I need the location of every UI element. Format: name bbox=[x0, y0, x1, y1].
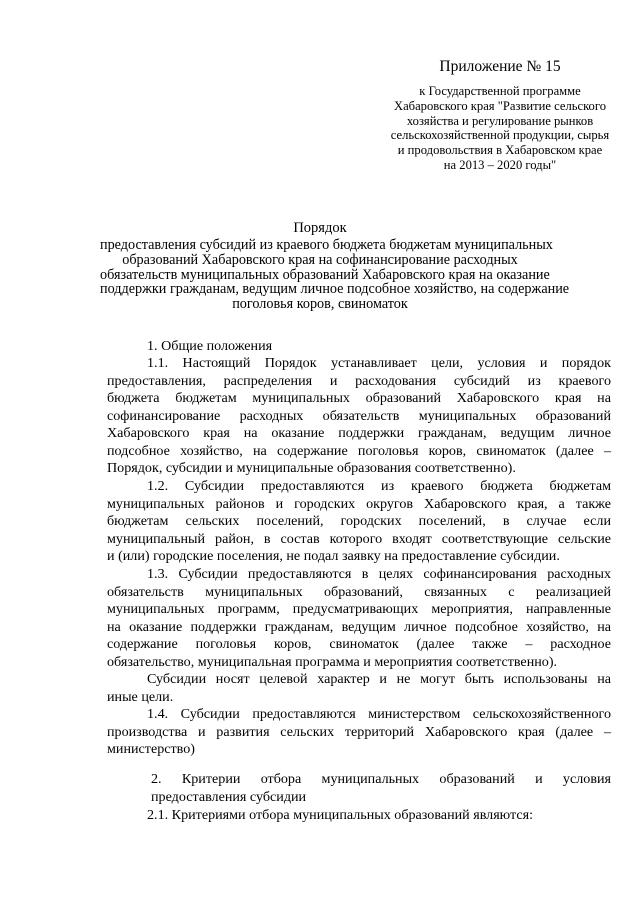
section-1-heading: 1. Общие положения bbox=[147, 338, 273, 354]
text-line: иные цели. bbox=[107, 688, 174, 705]
text-line: 1.3. Субсидии предоставляются в целях софинансирования расходных bbox=[147, 566, 611, 582]
text-line: муниципальный район, в состав которого входят соответствующие сельские bbox=[107, 530, 611, 547]
order-subtitle-line: образований Хабаровского края на софинансирование расходных bbox=[122, 251, 518, 268]
paragraph-target bbox=[107, 671, 611, 706]
order-subtitle-line: предоставления субсидий из краевого бюджета бюджетам муниципальных bbox=[100, 237, 553, 253]
appendix-subtitle bbox=[380, 84, 620, 173]
paragraph-1-3 bbox=[107, 566, 611, 671]
text-line: предоставления, распределения и расходования субсидий из краевого bbox=[107, 372, 611, 389]
text-line: министерство) bbox=[107, 741, 195, 757]
text-line: подсобное хозяйство, на содержание поголовья коров, свиноматок (далее – bbox=[107, 442, 611, 459]
text-line: бюджетам сельских поселений, городских поселений, в случае если bbox=[107, 513, 611, 529]
text-line: обязательство, муниципальная программа и мероприятия соответственно). bbox=[107, 653, 558, 670]
text-line: на оказание поддержки гражданам, ведущим личное подсобное хозяйство, на bbox=[107, 618, 611, 635]
text-line: обязательств муниципальных образований, связанных с реализацией bbox=[107, 583, 611, 600]
text-line: 2.1. Критериями отбора муниципальных образований являются: bbox=[147, 807, 534, 823]
text-line: производства и развития сельских территорий Хабаровского края (далее – bbox=[107, 723, 611, 740]
order-title: Порядок bbox=[293, 220, 347, 236]
text-line: Субсидии носят целевой характер и не могут быть использованы на bbox=[147, 671, 611, 687]
text-line: 1.1. Настоящий Порядок устанавливает цели, условия и порядок bbox=[147, 355, 611, 371]
text-line: софинансирование расходных обязательств муниципальных образований bbox=[107, 407, 611, 424]
paragraph-1-1 bbox=[107, 355, 611, 478]
section-2-heading bbox=[151, 771, 611, 806]
text-line: Хабаровского края на оказание поддержки гражданам, ведущим личное bbox=[107, 425, 611, 441]
text-line: бюджета бюджетам муниципальных образований Хабаровского края на bbox=[107, 390, 611, 406]
appendix-line: на 2013 – 2020 годы" bbox=[443, 157, 557, 172]
order-subtitle-line: поголовья коров, свиноматок bbox=[232, 296, 408, 313]
text-line: и (или) городские поселения, не подал заявку на предоставление субсидии. bbox=[107, 548, 560, 564]
text-line: содержание поголовья коров, свиноматок (далее также – расходное bbox=[107, 636, 611, 652]
text-line: 2. Критерии отбора муниципальных образований и условия bbox=[151, 771, 611, 787]
paragraph-1-4 bbox=[107, 706, 611, 759]
appendix-line: Хабаровского края "Развитие сельского bbox=[393, 98, 606, 113]
order-subtitle bbox=[100, 237, 570, 313]
appendix-title: Приложение № 15 bbox=[439, 58, 561, 75]
text-line: 1.2. Субсидии предоставляются из краевого бюджета бюджетам bbox=[147, 478, 611, 494]
appendix-line: и продовольствия в Хабаровском крае bbox=[397, 143, 603, 158]
text-line: 1.4. Субсидии предоставляются министерством сельскохозяйственного bbox=[147, 706, 611, 722]
paragraph-2-1 bbox=[147, 807, 611, 825]
appendix-line: хозяйства и регулирование рынков bbox=[406, 113, 594, 128]
order-subtitle-line: обязательств муниципальных образований Хабаровского края на оказание bbox=[100, 266, 550, 283]
paragraph-1-2 bbox=[107, 478, 611, 566]
text-line: муниципальных программ, предусматривающих мероприятия, направленные bbox=[107, 601, 611, 617]
order-subtitle-line: поддержки гражданам, ведущим личное подсобное хозяйство, на содержание bbox=[100, 281, 570, 298]
appendix-line: сельскохозяйственной продукции, сырья bbox=[390, 128, 610, 143]
appendix-line: к Государственной программе bbox=[419, 84, 581, 98]
text-line: предоставления субсидии bbox=[151, 788, 307, 805]
text-line: муниципальных районов и городских округов Хабаровского края, а также bbox=[107, 495, 611, 512]
text-line: Порядок, субсидии и муниципальные образования соответственно). bbox=[107, 460, 516, 476]
